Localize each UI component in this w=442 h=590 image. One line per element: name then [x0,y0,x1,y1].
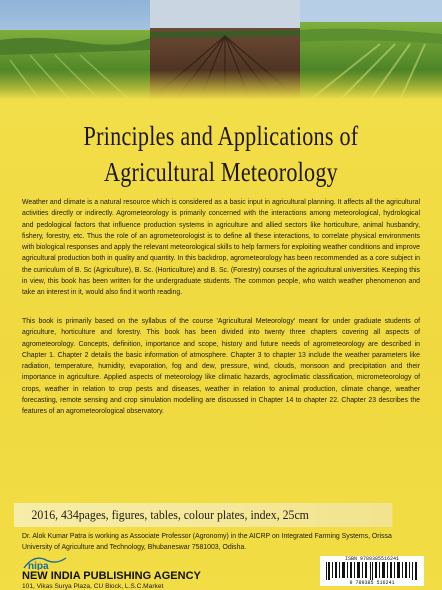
book-specs-band: 2016, 434pages, figures, tables, colour plates, index, 25cm [14,503,392,527]
description-paragraph-2: This book is primarily based on the syllabus of the course 'Agricultural Meteorology' meant for under graduate students of agriculture, horticulture and forestry. This book has been divided into twenty three chapters covering all aspects of agrometeorology. Concepts, definition, importance and scope, history and future needs of agrometeorology are described in Chapter 1. Chapter 2 details the basic information of atmosphere. Chapter 3 to chapter 13 include the weather parameters like radiation, temperature, humidity, evaporation, fog and dew, pressure, wind, clouds, monsoon and precipitation and their importance in agriculture. Applied aspects of meteorology like climatic hazards, agroclimatic classification, micrometeorology of crops, weather in relation to crop pests and diseases, weather in relation to animal production, climate change, weather forecasting, remote sensing and crop simulation modelling are discussed in Chapter 14 to chapter 22. Chapter 23 describes the features of an agrometeorological observatory. [22,318,420,416]
field-photos-image [0,0,442,100]
description-paragraph-1: Weather and climate is a natural resource which is considered as a basic input in agricultural planning. It affects all the agricultural activities directly or indirectly. Agrometeorology is primarily concerned with the interactions among meteorological, hydrological and pedological factors that influence production systems in agriculture and allied sectors like horticulture, animal husbandry, fishery, forestry, etc. Thus the role of an agrometeorologist is to define all these interactions, to correlate physical environments with biological responses and apply the relevant meteorological skills to help farmers for exploiting weather conditions and improve agricultural production both in quality and quantity. In this backdrop, agrometeorology has been recommended as a core subject in the curriculum of B. Sc (Agriculture), B. Sc. (Horticulture) and B. Sc. (Forestry) courses of the agricultural universities. Keeping this in view, this book has been written for the undergraduate students. The common people, who watch weather phenomenon and take an interest in it, would also find it worth reading. [22,199,420,297]
isbn-barcode [320,556,424,586]
nipa-logo-icon [22,556,68,570]
publisher-address-line-1: 101, Vikas Surya Plaza, CU Block, L.S.C.Market [22,583,164,590]
title-line-1: Principles and Applications of [83,121,359,151]
isbn-label: ISBN 9789385516241 [344,556,399,562]
publisher-name: NEW INDIA PUBLISHING AGENCY [22,570,201,582]
barcode-icon [320,562,424,580]
author-note: Dr. Alok Kumar Patra is working as Associate Professor (Agronomy) in the AICRP on Integrated Farming Systems, Orissa University of Agriculture and Technology, Bhubaneswar 7581003, Odisha. [22,533,392,551]
isbn-digits: 9 789385 516241 [349,580,395,586]
agricultural-photo-strip [0,0,442,100]
title-line-2: Agricultural Meteorology [103,157,339,187]
book-title [0,118,442,190]
logo-text: nipa [28,561,49,570]
publisher-block [22,556,322,570]
